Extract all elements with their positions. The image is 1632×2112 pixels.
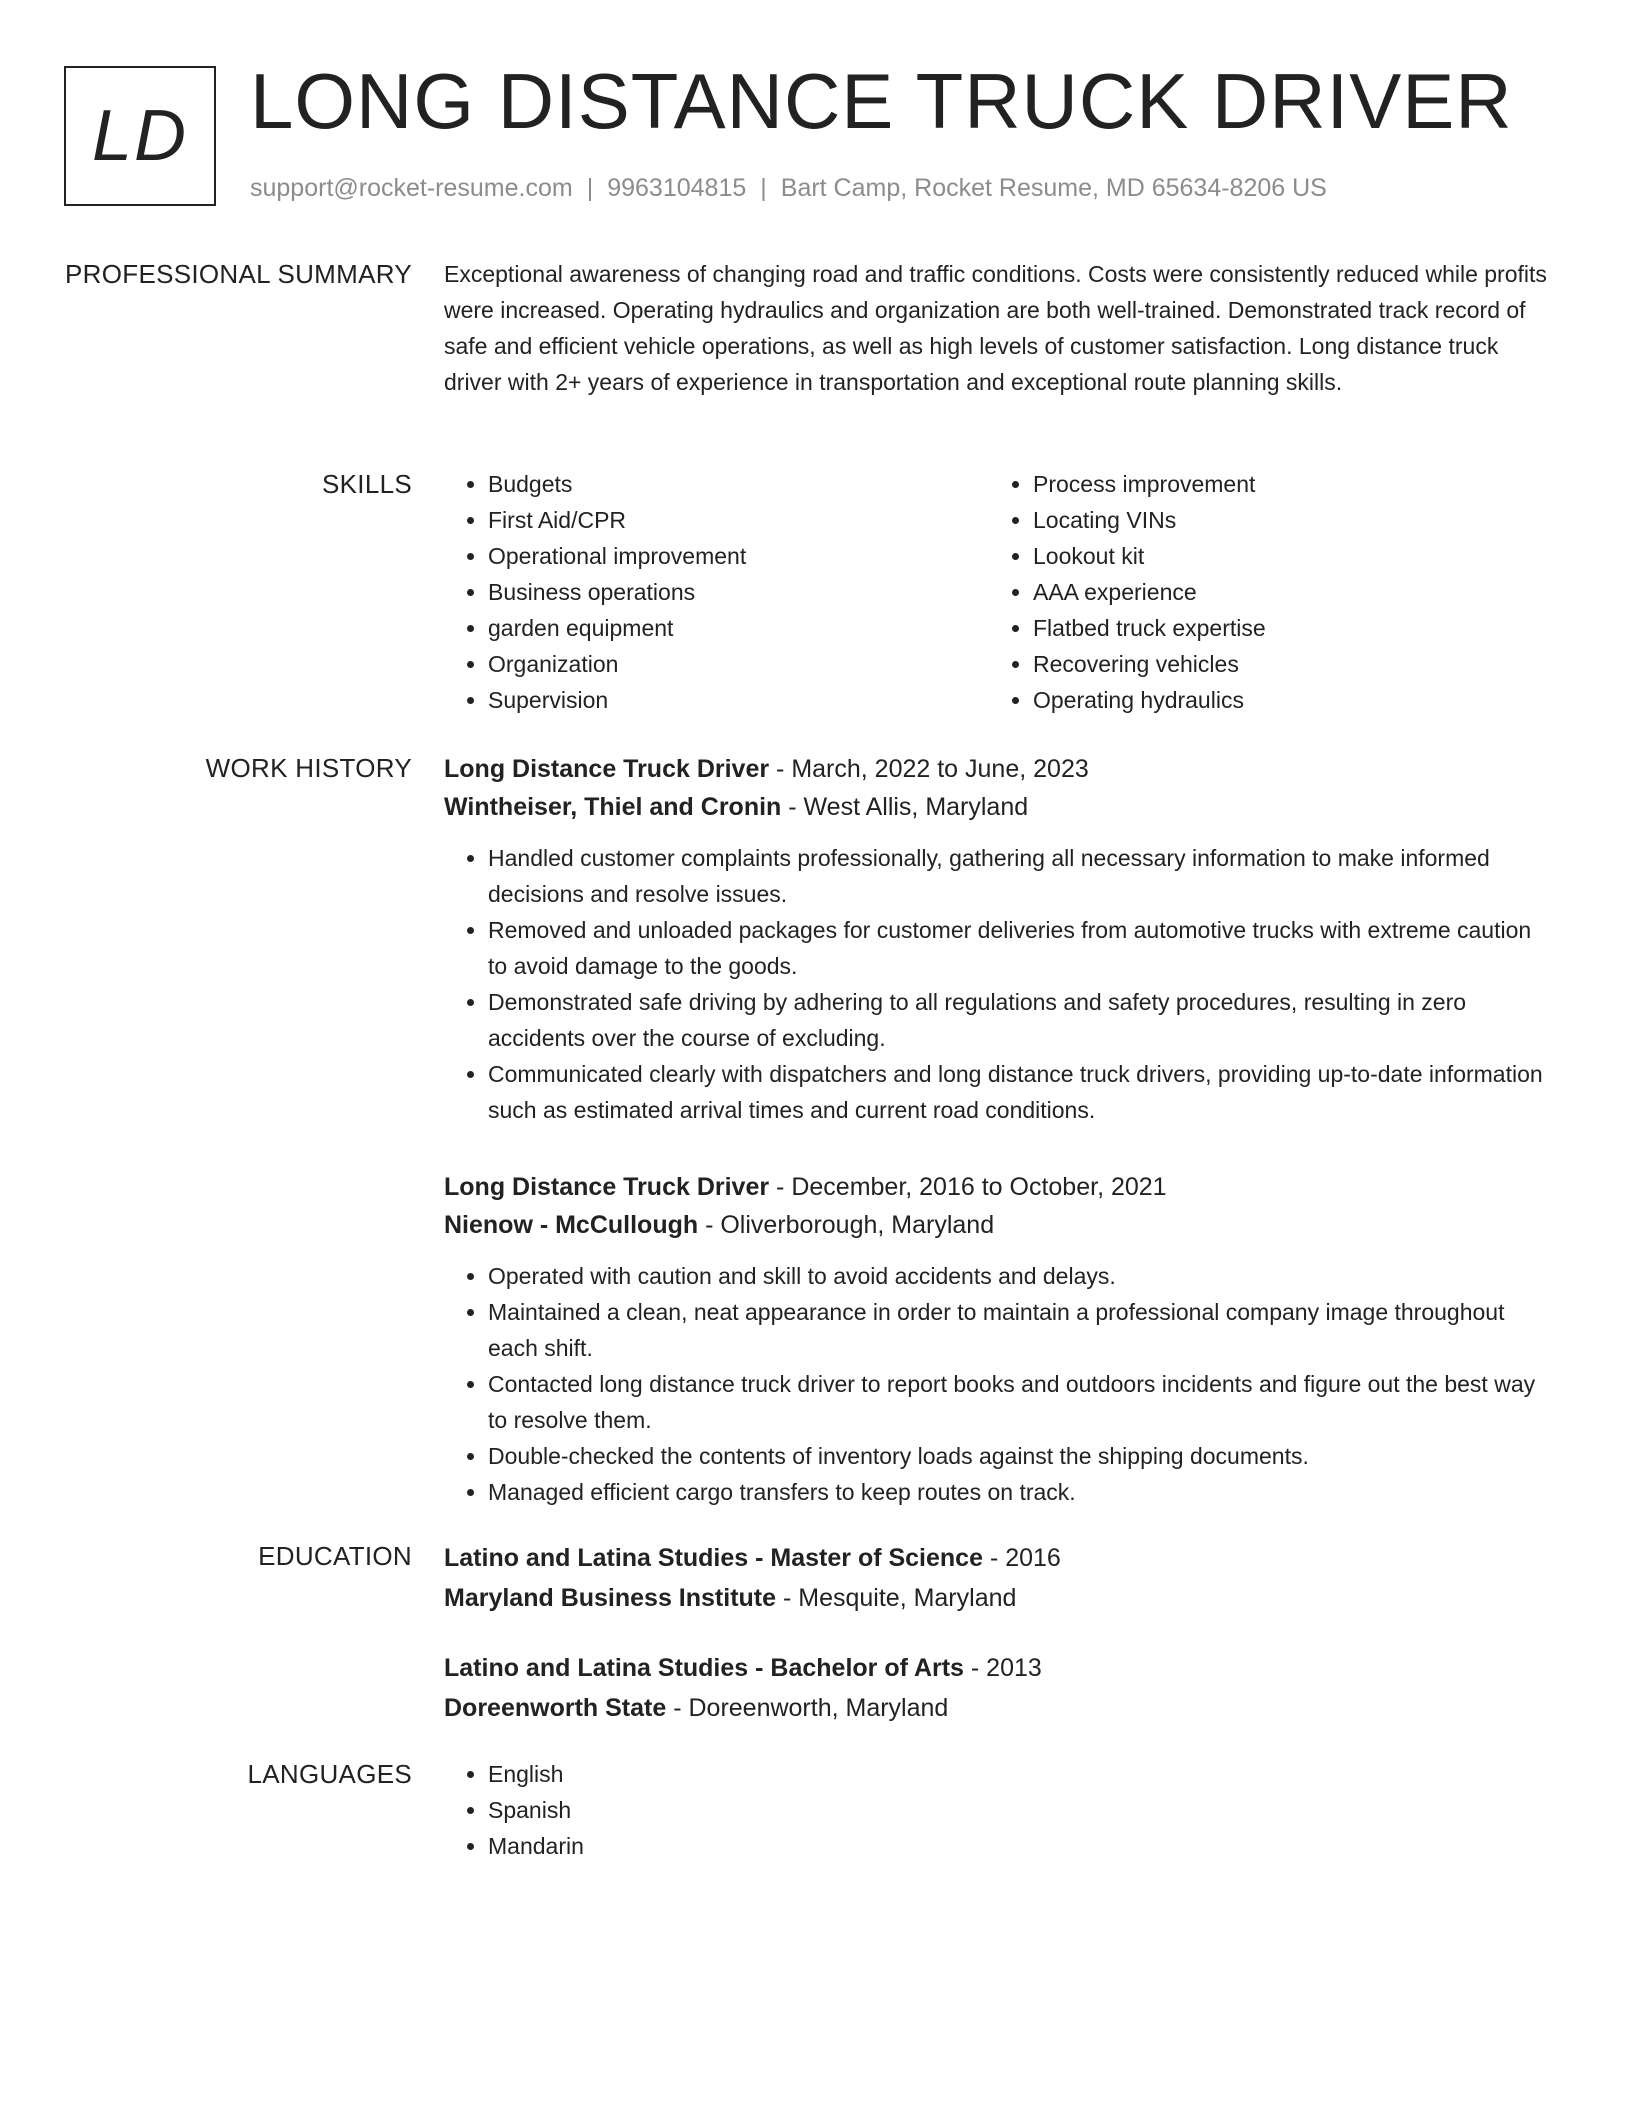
contact-address: Bart Camp, Rocket Resume, MD 65634-8206 US: [780, 174, 1327, 202]
section-label-languages: LANGUAGES: [247, 1759, 412, 1789]
job-dates: - December, 2016 to October, 2021: [769, 1173, 1167, 1201]
job-bullet: • Double-checked the contents of inventory loads against the shipping documents.: [488, 1438, 1554, 1474]
job-title-line: [444, 750, 1554, 788]
education-year: - 2013: [963, 1654, 1042, 1682]
skill-item: • Business operations: [488, 574, 989, 610]
contact-email: support@rocket-resume.com: [250, 174, 573, 202]
monogram-logo: LD: [64, 66, 216, 206]
skill-item: • Supervision: [488, 682, 989, 718]
skill-item: • Process improvement: [1033, 466, 1534, 502]
job-location: - West Allis, Maryland: [781, 793, 1029, 821]
education-school: Maryland Business Institute: [444, 1584, 777, 1612]
job-bullet: • Contacted long distance truck driver to report books and outdoors incidents and figure out the best way to resolve them.: [488, 1366, 1554, 1438]
work-body: [444, 750, 1554, 1550]
job-title-line: [444, 1168, 1554, 1206]
language-item: • Spanish: [488, 1792, 1554, 1828]
skills-body: [444, 466, 1554, 718]
languages-body: [444, 1756, 1554, 1864]
job-title: Long Distance Truck Driver: [444, 755, 770, 783]
language-item: • Mandarin: [488, 1828, 1554, 1864]
contact-separator: |: [760, 174, 767, 202]
job-dates: - March, 2022 to June, 2023: [769, 755, 1089, 783]
job-bullet: • Maintained a clean, neat appearance in order to maintain a professional company image throughout each shift.: [488, 1294, 1554, 1366]
skills-list-right: [989, 466, 1534, 718]
education-degree: Latino and Latina Studies - Master of Science: [444, 1544, 983, 1572]
section-label-skills: SKILLS: [322, 469, 412, 499]
contact-separator: |: [586, 174, 594, 202]
education-body: [444, 1538, 1554, 1758]
job-bullet: • Demonstrated safe driving by adhering to all regulations and safety procedures, resulting in zero accidents over the course of excluding.: [488, 984, 1554, 1056]
job-company: Nienow - McCullough: [444, 1211, 699, 1239]
skills-column-right: [989, 466, 1534, 718]
job-bullet: • Communicated clearly with dispatchers and long distance truck drivers, providing up-to-date information such as estimated arrival times and current road conditions.: [488, 1056, 1554, 1128]
candidate-name: LONG DISTANCE TRUCK DRIVER: [250, 57, 1513, 145]
education-location: - Mesquite, Maryland: [776, 1584, 1017, 1612]
job-bullet: • Removed and unloaded packages for customer deliveries from automotive trucks with extreme caution to avoid damage to the goods.: [488, 912, 1554, 984]
job-company-line: [444, 1206, 1554, 1244]
job-bullet: • Operated with caution and skill to avoid accidents and delays.: [488, 1258, 1554, 1294]
section-label-summary: PROFESSIONAL SUMMARY: [65, 259, 412, 289]
skills-column-left: [444, 466, 989, 718]
skill-item: • Operational improvement: [488, 538, 989, 574]
education-school: Doreenworth State: [444, 1694, 667, 1722]
job-bullets: [444, 1258, 1554, 1510]
summary-text: Exceptional awareness of changing road and traffic conditions. Costs were consistently reduced while profits were increased. Operating hydraulics and organization are both well-trained. Demonstrated track record of safe and efficient vehicle operations, as well as high levels of customer satisfaction. Long distance truck driver with 2+ years of experience in transportation and exceptional route planning skills.: [444, 261, 1547, 395]
skill-item: • Organization: [488, 646, 989, 682]
skill-item: • Locating VINs: [1033, 502, 1534, 538]
skill-item: • First Aid/CPR: [488, 502, 989, 538]
education-degree-line: [444, 1538, 1554, 1578]
education-school-line: [444, 1578, 1554, 1618]
education-entry: [444, 1648, 1554, 1728]
education-degree: Latino and Latina Studies - Bachelor of Arts: [444, 1654, 964, 1682]
education-entry: [444, 1538, 1554, 1618]
language-item: • English: [488, 1756, 1554, 1792]
job-company: Wintheiser, Thiel and Cronin: [444, 793, 782, 821]
job-bullet: • Handled customer complaints professionally, gathering all necessary information to make informed decisions and resolve issues.: [488, 840, 1554, 912]
education-school-line: [444, 1688, 1554, 1728]
section-label-work: WORK HISTORY: [205, 753, 412, 783]
languages-list: [444, 1756, 1554, 1864]
skill-item: • AAA experience: [1033, 574, 1534, 610]
job-location: - Oliverborough, Maryland: [698, 1211, 995, 1239]
skills-grid: [444, 466, 1554, 718]
job-company-line: [444, 788, 1554, 826]
contact-line: [250, 174, 1327, 203]
summary-body: [444, 256, 1554, 400]
skills-list-left: [444, 466, 989, 718]
skill-item: • Flatbed truck expertise: [1033, 610, 1534, 646]
skill-item: • garden equipment: [488, 610, 989, 646]
skill-item: • Lookout kit: [1033, 538, 1534, 574]
skill-item: • Recovering vehicles: [1033, 646, 1534, 682]
contact-phone: 9963104815: [607, 174, 747, 202]
education-degree-line: [444, 1648, 1554, 1688]
job-entry: [444, 1168, 1554, 1510]
job-bullets: [444, 840, 1554, 1128]
skill-item: • Budgets: [488, 466, 989, 502]
skill-item: • Operating hydraulics: [1033, 682, 1534, 718]
education-year: - 2016: [983, 1544, 1061, 1572]
job-bullet: • Managed efficient cargo transfers to keep routes on track.: [488, 1474, 1554, 1510]
job-title: Long Distance Truck Driver: [444, 1173, 770, 1201]
education-location: - Doreenworth, Maryland: [666, 1694, 949, 1722]
section-label-education: EDUCATION: [258, 1541, 412, 1571]
job-entry: [444, 750, 1554, 1128]
